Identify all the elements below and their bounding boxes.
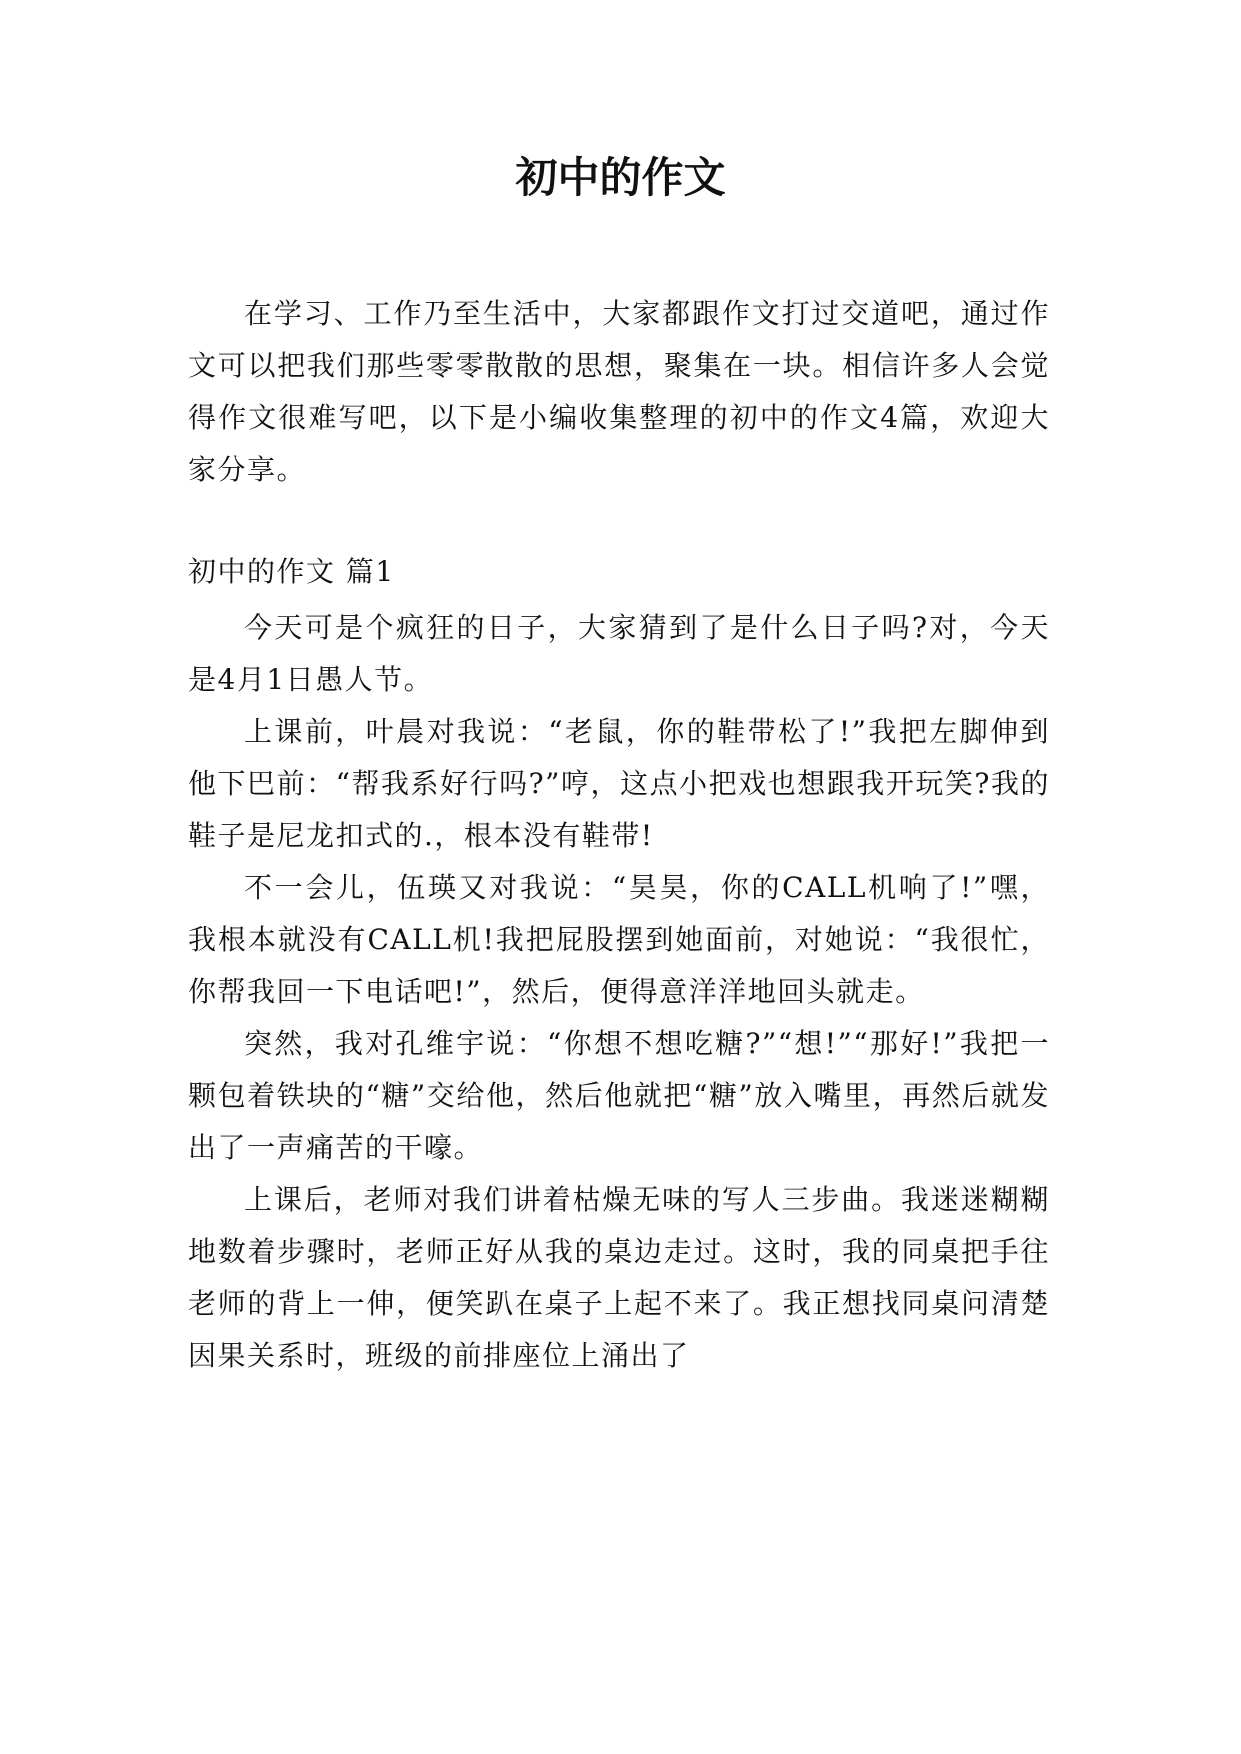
body-paragraph-2: 上课前，叶晨对我说：“老鼠，你的鞋带松了!”我把左脚伸到他下巴前：“帮我系好行吗?”哼，这点小把戏也想跟我开玩笑?我的鞋子是尼龙扣式的.，根本没有鞋带! [188,715,1050,852]
body-paragraph-3: 不一会儿，伍瑛又对我说：“昊昊，你的CALL机响了!”嘿，我根本就没有CALL机!我把屁股摆到她面前，对她说：“我很忙，你帮我回一下电话吧!”，然后，便得意洋洋地回头就走。 [188,871,1050,1008]
document-title: 初中的作文 [515,153,726,202]
document-body [188,288,1050,1382]
body-paragraph-4: 突然，我对孔维宇说：“你想不想吃糖?”“想!”“那好!”我把一颗包着铁块的“糖”交给他，然后他就把“糖”放入嘴里，再然后就发出了一声痛苦的干嚎。 [188,1027,1050,1164]
body-paragraph-1: 今天可是个疯狂的日子，大家猜到了是什么日子吗?对，今天是4月1日愚人节。 [188,611,1050,696]
section-heading: 初中的作文 篇1 [188,555,395,588]
body-paragraph-5: 上课后，老师对我们讲着枯燥无味的写人三步曲。我迷迷糊糊地数着步骤时，老师正好从我的桌边走过。这时，我的同桌把手往老师的背上一伸，便笑趴在桌子上起不来了。我正想找同桌问清楚因果关系时，班级的前排座位上涌出了 [188,1183,1050,1372]
intro-paragraph: 在学习、工作乃至生活中，大家都跟作文打过交道吧，通过作文可以把我们那些零零散散的思想，聚集在一块。相信许多人会觉得作文很难写吧，以下是小编收集整理的初中的作文4篇，欢迎大家分享。 [188,297,1050,486]
